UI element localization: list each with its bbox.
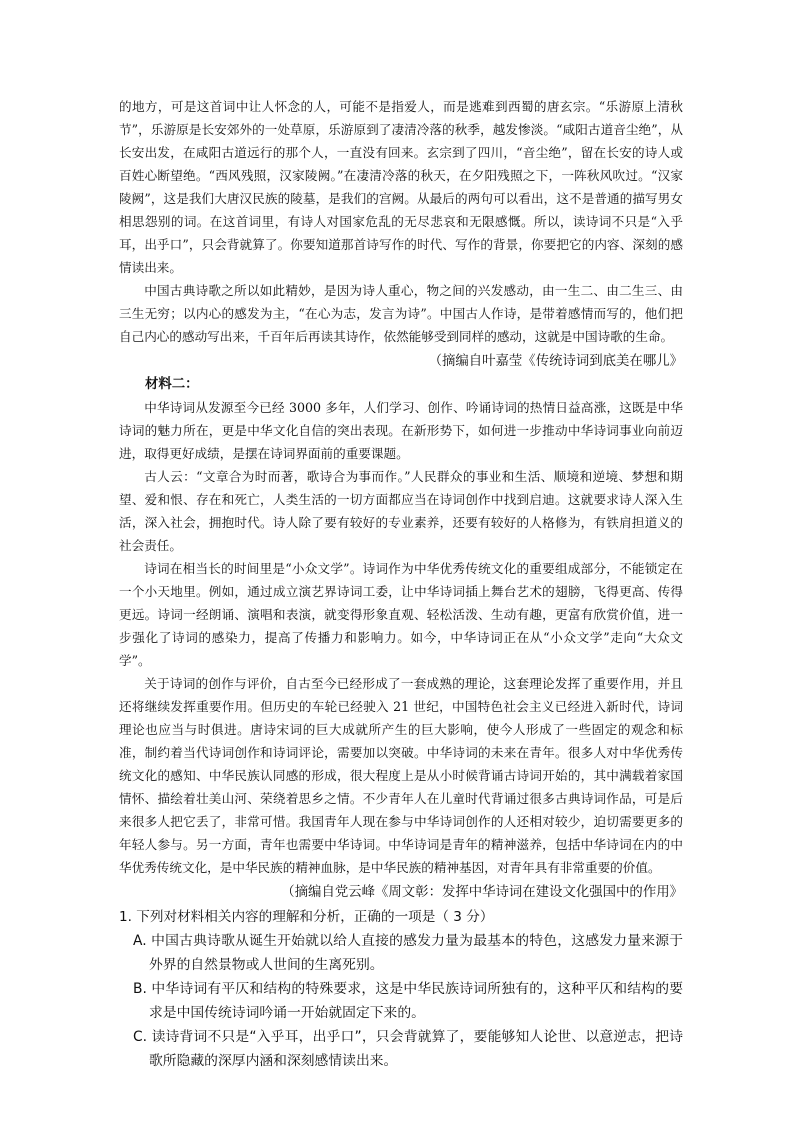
option-a: A. 中国古典诗歌从诞生开始就以给人直接的感发力量为最基本的特色，这感发力量来源于外界的自然景物或人世间的生离死别。	[133, 933, 683, 973]
material2-paragraph: 中华诗词从发源至今已经 3000 多年，人们学习、创作、吟诵诗词的热情日益高涨，这既是中华诗词的魅力所在，更是中华文化自信的突出表现。在新形势下，如何进一步推动中华诗词事业向前迈进，取得更好成绩，是摆在诗词界面前的重要课题。	[119, 400, 683, 461]
material1-source: （摘编自叶嘉莹《传统诗词到底美在哪儿》	[428, 354, 683, 369]
material2-title: 材料二：	[145, 377, 199, 392]
material2-paragraph: 关于诗词的创作与评价，自古至今已经形成了一套成熟的理论，这套理论发挥了重要作用，并且还将继续发挥重要作用。但历史的车轮已经驶入 21 世纪，中国特色社会主义已经进入新时代，诗词理论也应当与时俱进。唐诗宋词的巨大成就所产生的巨大影响，使今人形成了一些固定的观念和标准，制约着当代诗词创作和诗词评论，需要加以突破。中华诗词的未来在青年。很多人对中华优秀传统文化的感知、中华民族认同感的形成，很大程度上是从小时候背诵古诗词开始的，其中满载着家国情怀、描绘着壮美山河、荣绕着思乡之情。不少青年人在儿童时代背诵过很多古典诗词作品，可是后来很多人把它丢了，非常可惜。我国青年人现在参与中华诗词创作的人还相对较少，迫切需要更多的年轻人参与。另一方面，青年也需要中华诗词。中华诗词是青年的精神滋养，包括中华诗词在内的中华优秀传统文化，是中华民族的精神血脉，是中华民族的精神基因，对青年具有非常重要的价值。	[119, 676, 683, 875]
option-c: C. 读诗背词不只是“入乎耳，出乎口”，只会背就算了，要能够知人论世、以意逆志，把诗歌所隐藏的深厚内涵和深刻感情读出来。	[133, 1029, 683, 1069]
question-stem: 1. 下列对材料相关内容的理解和分析，正确的一项是（ 3 分）	[119, 909, 494, 925]
material1-paragraph: 中国古典诗歌之所以如此精妙，是因为诗人重心，物之间的兴发感动，由一生二、由二生三、由三生无穷；以内心的感发为主，“在心为志，发言为诗”。中国古人作诗，是带着感情而写的，他们把自己内心的感动写出来，千百年后再读其诗作，依然能够受到同样的感动，这就是中国诗歌的生命。	[119, 283, 683, 344]
material2-paragraph: 诗词在相当长的时间里是“小众文学”。诗词作为中华优秀传统文化的重要组成部分，不能锁定在一个小天地里。例如，通过成立演艺界诗词工委，让中华诗词插上舞台艺术的翅膀，飞得更高、传得更远。诗词一经朗诵、演唱和表演，就变得形象直观、轻松活泼、生动有趣，更富有欣赏价值，进一步强化了诗词的感染力，提高了传播力和影响力。如今，中华诗词正在从“小众文学”走向“大众文学”。	[119, 561, 683, 668]
document-page	[119, 95, 683, 1073]
material2-paragraph: 古人云：“文章合为时而著，歌诗合为事而作。”人民群众的事业和生活、顺境和逆境、梦想和期望、爱和恨、存在和死亡，人类生活的一切方面都应当在诗词创作中找到启迪。这就要求诗人深入生活，深入社会，拥抱时代。诗人除了要有较好的专业素养，还要有较好的人格修为，有铁肩担道义的社会责任。	[119, 469, 683, 553]
material1-paragraph: 的地方，可是这首词中让人怀念的人，可能不是指爱人，而是逃难到西蜀的唐玄宗。“乐游原上清秋节”，乐游原是长安郊外的一处草原，乐游原到了凄清冷落的秋季，越发惨淡。“咸阳古道音尘绝”，从长安出发，在咸阳古道远行的那个人，一直没有回来。玄宗到了四川，“音尘绝”，留在长安的诗人或百姓心断望绝。“西风残照，汉家陵阙。”在凄清冷落的秋天，在夕阳残照之下，一阵秋风吹过。“汉家陵阙”，这是我们大唐汉民族的陵墓，是我们的宫阙。从最后的两句可以看出，这不是普通的描写男女相思怨别的词。在这首词里，有诗人对国家危乱的无尽悲哀和无限感慨。所以，读诗词不只是“入乎耳，出乎口”，只会背就算了。你要知道那首诗写作的时代、写作的背景，你要把它的内容、深刻的感情读出来。	[119, 99, 683, 275]
option-b: B. 中华诗词有平仄和结构的特殊要求，这是中华民族诗词所独有的，这种平仄和结构的要求是中国传统诗词吟诵一开始就固定下来的。	[133, 981, 683, 1021]
material2-source: （摘编自党云峰《周文彰：发挥中华诗词在建设文化强国中的作用》	[281, 885, 683, 900]
